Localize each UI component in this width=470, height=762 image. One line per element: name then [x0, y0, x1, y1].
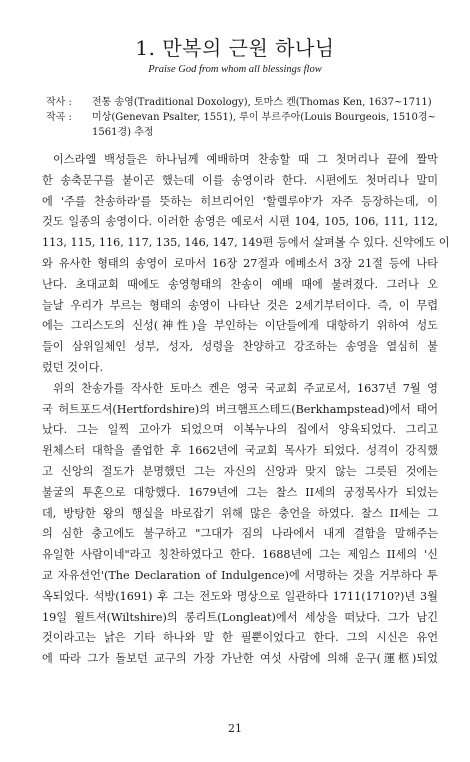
paragraph-thomas-ken: [42, 379, 438, 670]
composer-credit-continued: [46, 125, 446, 140]
text-line: 났다. 그는 일찍 고아가 되었으며 이복누나의 집에서 양육되었다. 그리고: [42, 423, 438, 437]
text-line: 에 따라 그가 돌보던 교구의 가장 가난한 여섯 사람에 의해 운구(運柩)되었: [42, 652, 438, 666]
credit-text: 1561경) 추정: [92, 127, 154, 138]
text-line: 이스라엘 백성들은 하나님께 예배하며 찬송할 때 그 첫머리나 끝에 짤막: [53, 153, 438, 166]
text-line: 교 자유선언'(The Declaration of Indulgence)에 서명하는 것을 거부하다 투: [42, 568, 438, 582]
credit-label: [46, 125, 92, 140]
text-line: 국 허트포드셔(Hertfordshire)의 버크햄프스테드(Berkhampstead)에서 태어: [42, 402, 438, 416]
text-line: 19일 윌트셔(Wiltshire)의 롱리트(Longleat)에서 세상을 떠났다. 그가 남긴: [42, 610, 438, 624]
page-subtitle: Praise God from whom all blessings flow: [148, 64, 322, 75]
composer-credit: [46, 110, 446, 125]
text-line: 유일한 사람이네"라고 칭찬하였다고 한다. 1688년에 그는 제임스 II세의 '신: [42, 548, 438, 562]
text-line: 데, 방탕한 왕의 행실을 바로잡기 위해 많은 충언을 하였다. 찰스 II세는 그: [42, 506, 438, 520]
lyricist-credit: [46, 95, 446, 110]
text-line: 에는 그리스도의 신성(神性)을 부인하는 이단들에게 대항하기 위하여 성도: [42, 319, 438, 333]
text-line: 의 심한 충고에도 불구하고 "그대가 짐의 나라에서 내게 결함을 말해주는: [42, 527, 438, 541]
text-line: 와 유사한 형태의 송영이 로마서 16장 27절과 에베소서 3장 21절 등에 나타: [42, 256, 438, 270]
paragraph-doxology: [42, 150, 450, 379]
credit-text: 미상(Genevan Psalter, 1551), 루이 부르주아(Louis Bourgeois, 1510경~: [92, 112, 436, 123]
text-line: 옥되었다. 석방(1691) 후 그는 전도와 명상으로 일관하다 1711(1710?)년 3월: [42, 589, 438, 603]
credit-text: 전통 송영(Traditional Doxology), 토마스 켄(Thomas Ken, 1637~1711): [92, 97, 432, 108]
text-line: 난다. 초대교회 때에도 송영형태의 찬송이 예배 때에 불려졌다. 그러나 오: [42, 277, 438, 291]
page-number: 21: [228, 722, 242, 735]
body-text: [42, 150, 450, 670]
text-line: 불굴의 투혼으로 대항했다. 1679년에 그는 찰스 II세의 궁정목사가 되었는: [42, 485, 438, 499]
text-line: 위의 찬송가를 작사한 토마스 켄은 영국 국교회 주교로서, 1637년 7월 영: [53, 381, 438, 395]
text-line: 윈체스터 대학을 졸업한 후 1662년에 국교회 목사가 되었다. 성격이 강직했: [42, 444, 438, 458]
text-line: 한 송축문구를 붙이곤 했는데 이를 송영이라 한다. 시편에도 첫머리나 말미: [42, 173, 438, 187]
text-line: 들이 삼위일체인 성부, 성자, 성령을 찬양하고 강조하는 송영을 열심히 불: [42, 340, 438, 354]
credit-label: 작곡 :: [46, 112, 72, 123]
text-line: 것도 일종의 송영이다. 이러한 송영은 예로서 시편 104, 105, 106, 111, 112,: [42, 215, 438, 229]
text-line: 에 '주를 찬송하라'를 뜻하는 히브리어인 '할렐루야'가 자주 등장하는데, 이: [42, 194, 438, 208]
credits-block: [46, 95, 446, 140]
text-line: 렀던 것이다.: [42, 360, 104, 374]
credit-label: 작사 :: [46, 97, 72, 108]
text-line: 고 신앙의 절도가 분명했던 그는 자신의 신앙과 맞지 않는 그릇된 것에는: [42, 464, 438, 478]
text-line: 113, 115, 116, 117, 135, 146, 147, 149편 등에서 살펴볼 수 있다. 신약에도 이: [42, 236, 450, 250]
text-line: 늘날 우리가 부르는 형태의 송영이 나타난 것은 2세기부터이다. 즉, 이 무렵: [42, 298, 438, 312]
text-line: 것이라고는 낡은 기타 하나와 말 한 필뿐이었다고 한다. 그의 시신은 유언: [42, 631, 438, 645]
page-title: 1. 만복의 근원 하나님: [135, 36, 335, 60]
